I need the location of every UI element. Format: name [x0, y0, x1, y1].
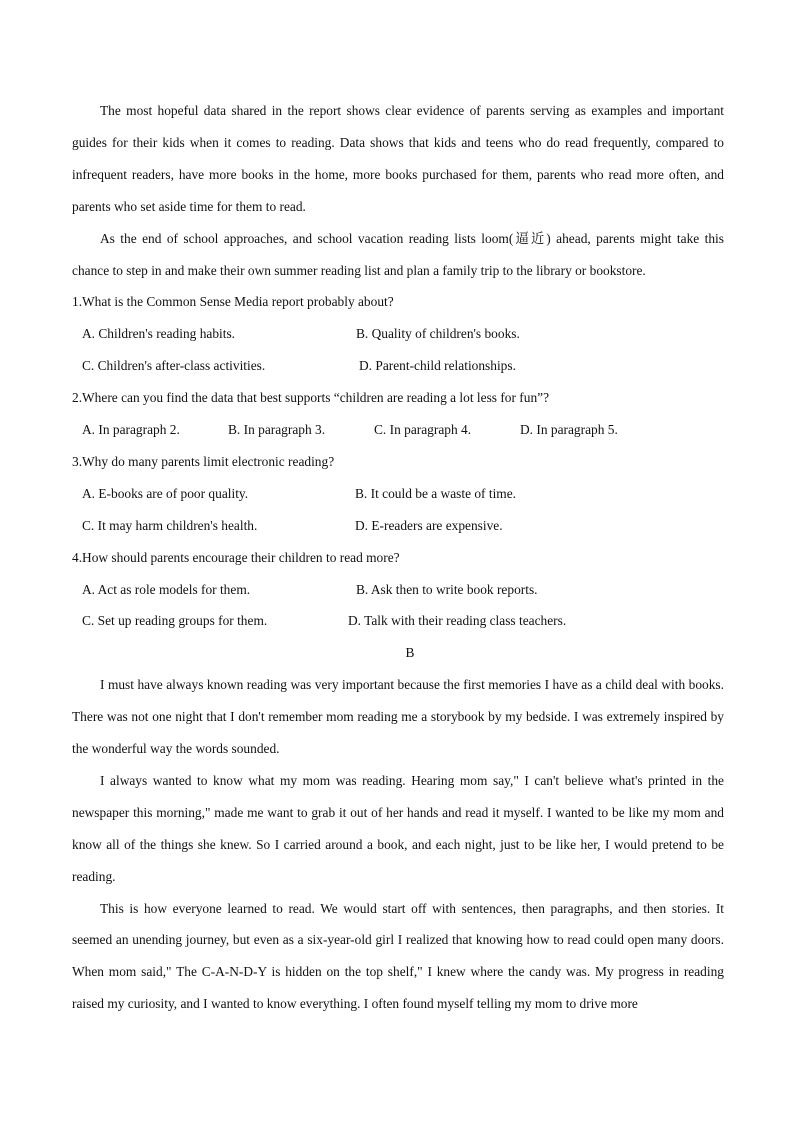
- question-3-options-row-1: [72, 478, 724, 510]
- question-1: 1.What is the Common Sense Media report probably about?: [72, 294, 394, 310]
- question-3-options-row-2: [72, 510, 724, 542]
- question-1-options-row-2: [72, 350, 724, 382]
- question-2-option-d: D. In paragraph 5.: [520, 422, 618, 438]
- question-3: 3.Why do many parents limit electronic reading?: [72, 453, 335, 469]
- question-4-option-a: A. Act as role models for them.: [82, 581, 251, 597]
- question-3-option-d: D. E-readers are expensive.: [355, 517, 503, 533]
- question-3-option-a: A. E-books are of poor quality.: [82, 485, 249, 501]
- question-1-options-row-1: [72, 318, 724, 350]
- question-3-option-b: B. It could be a waste of time.: [355, 485, 517, 501]
- question-1-option-a: A. Children's reading habits.: [82, 326, 236, 342]
- passage-a-paragraph: As the end of school approaches, and school vacation reading lists loom(逼近) ahead, parents might take this chance to step in and make their own summer reading list and plan a family trip to the library or bookstore.: [72, 230, 724, 278]
- question-2-option-a: A. In paragraph 2.: [82, 422, 180, 438]
- passage-b-paragraph: I must have always known reading was very important because the first memories I have as a child deal with books. There was not one night that I don't remember mom reading me a storybook by my bedside. I was extremely inspired by the wonderful way the words sounded.: [72, 677, 724, 757]
- passage-b-paragraph: I always wanted to know what my mom was reading. Hearing mom say," I can't believe what's printed in the newspaper this morning," made me want to grab it out of her hands and read it myself. I wanted to be like my mom and know all of the things she knew. So I carried around a book, and each night, just to be like her, I would pretend to be reading.: [72, 772, 724, 884]
- question-1-option-c: C. Children's after-class activities.: [82, 358, 266, 374]
- question-2: 2.Where can you find the data that best supports “children are reading a lot less for fun”?: [72, 390, 550, 406]
- question-2-option-c: C. In paragraph 4.: [374, 422, 472, 438]
- passage-a-paragraph: The most hopeful data shared in the report shows clear evidence of parents serving as examples and important guides for their kids when it comes to reading. Data shows that kids and teens who do read frequently, compared to infrequent readers, have more books in the home, more books purchased for them, parents who read more often, and parents who set aside time for them to read.: [72, 103, 724, 214]
- question-4-options-row-2: [72, 605, 724, 637]
- question-4-option-d: D. Talk with their reading class teachers.: [348, 613, 567, 629]
- question-4-option-c: C. Set up reading groups for them.: [82, 613, 268, 629]
- passage-b-paragraph: This is how everyone learned to read. We would start off with sentences, then paragraphs, and then stories. It seemed an unending journey, but even as a six-year-old girl I realized that knowing how to read could open many doors. When mom said," The C-A-N-D-Y is hidden on the top shelf," I knew where the candy was. My progress in reading raised my curiosity, and I wanted to know everything. I often found myself telling my mom to drive more: [72, 900, 724, 1012]
- question-2-options-row: [72, 414, 724, 446]
- question-1-option-d: D. Parent-child relationships.: [359, 358, 516, 374]
- question-4-options-row-1: [72, 574, 724, 606]
- content-block: [72, 95, 724, 1020]
- question-2-option-b: B. In paragraph 3.: [228, 422, 326, 438]
- question-1-option-b: B. Quality of children's books.: [356, 326, 520, 342]
- question-3-option-c: C. It may harm children's health.: [82, 517, 258, 533]
- question-4-option-b: B. Ask then to write book reports.: [356, 581, 538, 597]
- section-b-heading: B: [405, 645, 415, 661]
- question-4: 4.How should parents encourage their children to read more?: [72, 549, 400, 565]
